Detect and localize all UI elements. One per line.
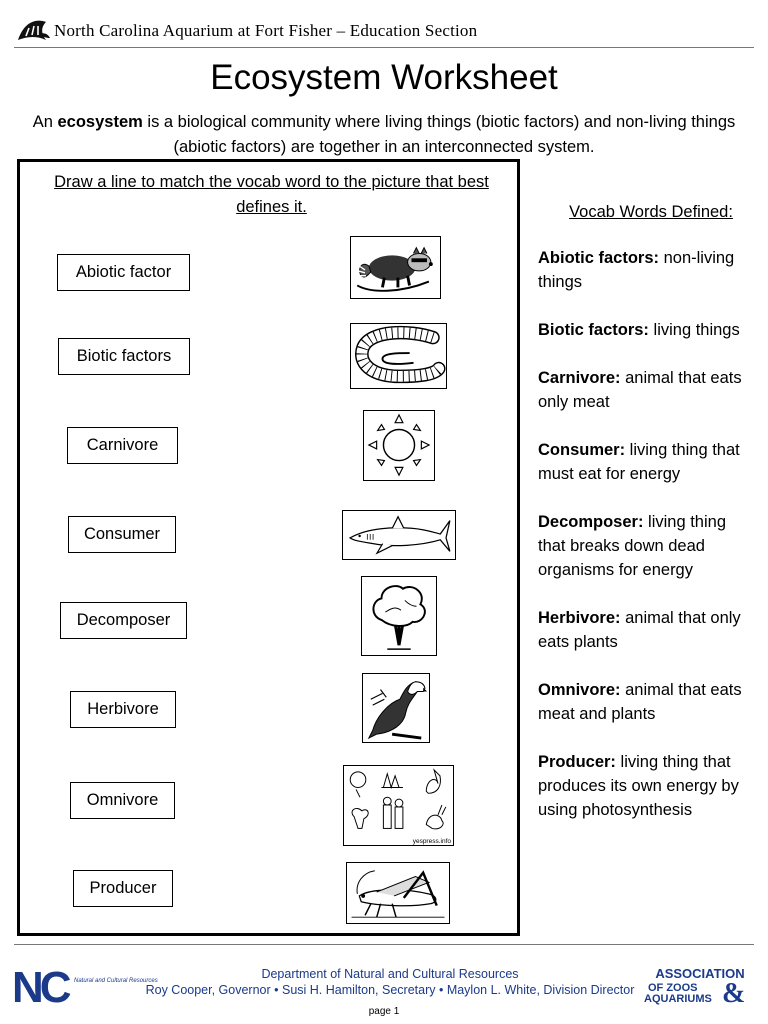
sun-icon <box>364 411 434 480</box>
svg-text:AQUARIUMS: AQUARIUMS <box>644 993 712 1005</box>
definitions-heading: Vocab Words Defined: <box>569 203 733 221</box>
svg-text:&: & <box>722 978 746 1009</box>
nc-logo-text: NC <box>12 963 68 1012</box>
definition-term: Consumer: <box>538 441 626 459</box>
shark-icon <box>343 511 455 559</box>
food-chain-icon <box>344 766 453 845</box>
nc-logo-subtext: Natural and Cultural Resources <box>74 978 158 984</box>
intro-prefix: An <box>32 113 58 131</box>
matching-box <box>17 159 520 936</box>
definition-term: Herbivore: <box>538 609 621 627</box>
definition-omnivore <box>538 678 758 726</box>
page-title: Ecosystem Worksheet <box>210 58 558 97</box>
worm-icon <box>351 324 446 388</box>
definition-term: Biotic factors: <box>538 321 649 339</box>
shark-image[interactable] <box>342 510 456 560</box>
definition-text: living thing that must eat for energy <box>538 441 740 483</box>
definitions-panel <box>538 200 758 846</box>
definition-biotic <box>538 318 758 342</box>
aza-logo-icon <box>644 964 756 1009</box>
svg-text:OF ZOOS: OF ZOOS <box>648 982 698 994</box>
definition-carnivore <box>538 366 758 414</box>
raccoon-image[interactable] <box>350 236 441 299</box>
definition-text: living things <box>648 321 740 339</box>
definition-text: living thing that produces its own energy by using photosynthesis <box>538 753 739 819</box>
page-number: page 1 <box>368 1006 400 1017</box>
definition-text: non-living things <box>538 249 735 291</box>
definition-term: Omnivore: <box>538 681 621 699</box>
worm-image[interactable] <box>350 323 447 389</box>
eagle-icon <box>363 674 429 742</box>
vocab-word-biotic-factors[interactable]: Biotic factors <box>58 338 190 375</box>
vocab-word-producer[interactable]: Producer <box>73 870 173 907</box>
vocab-word-decomposer[interactable]: Decomposer <box>60 602 187 639</box>
svg-text:ASSOCIATION: ASSOCIATION <box>655 966 745 981</box>
grasshopper-image[interactable] <box>346 862 450 924</box>
officials-line: Roy Cooper, Governor • Susi H. Hamilton, Secretary • Maylon L. White, Division Director <box>145 983 635 997</box>
aquarium-logo-icon <box>16 14 52 48</box>
definition-text: living thing that breaks down dead organisms for energy <box>538 513 727 579</box>
intro-bold-term: ecosystem <box>57 113 143 131</box>
eagle-image[interactable] <box>362 673 430 743</box>
page-footer <box>0 940 768 1024</box>
instructions: Draw a line to match the vocab word to the picture that best defines it. <box>54 173 489 216</box>
grasshopper-icon <box>347 863 449 923</box>
definition-term: Producer: <box>538 753 616 771</box>
vocab-word-consumer[interactable]: Consumer <box>68 516 176 553</box>
definition-text: animal that eats meat and plants <box>538 681 742 723</box>
definition-text: animal that eats only meat <box>538 369 742 411</box>
definition-term: Abiotic factors: <box>538 249 660 267</box>
vocab-word-herbivore[interactable]: Herbivore <box>70 691 176 728</box>
tree-icon <box>362 577 436 655</box>
definition-decomposer <box>538 510 758 582</box>
nc-dncr-logo-icon <box>12 962 158 1012</box>
definition-term: Carnivore: <box>538 369 621 387</box>
definition-term: Decomposer: <box>538 513 644 531</box>
sun-image[interactable] <box>363 410 435 481</box>
footer-divider <box>14 944 754 945</box>
definition-text: animal that only eats plants <box>538 609 741 651</box>
definition-abiotic <box>538 246 758 294</box>
header-text: North Carolina Aquarium at Fort Fisher – Education Section <box>54 21 478 40</box>
tree-image[interactable] <box>361 576 437 656</box>
vocab-word-abiotic-factor[interactable]: Abiotic factor <box>57 254 190 291</box>
vocab-word-omnivore[interactable]: Omnivore <box>70 782 175 819</box>
raccoon-icon <box>351 237 440 298</box>
page-header <box>14 14 754 48</box>
definition-herbivore <box>538 606 758 654</box>
header-divider <box>14 47 754 48</box>
image-watermark: yespress.info <box>412 838 451 845</box>
intro-rest: is a biological community where living things (biotic factors) and non-living things (abiotic factors) are together in an interconnected system. <box>142 113 736 156</box>
intro-paragraph <box>18 110 750 160</box>
definition-producer <box>538 750 758 822</box>
vocab-word-carnivore[interactable]: Carnivore <box>67 427 178 464</box>
definition-consumer <box>538 438 758 486</box>
food-chain-image[interactable] <box>343 765 454 846</box>
department-name: Department of Natural and Cultural Resources <box>261 967 519 981</box>
